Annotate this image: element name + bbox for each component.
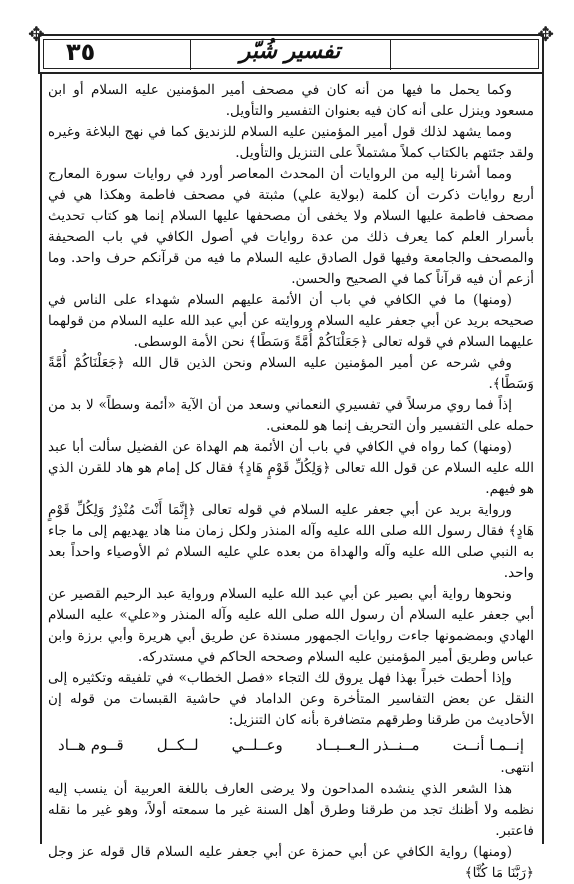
verse-segment: مــنــذر الـعــبــاد (315, 736, 420, 754)
corner-ornament-icon: ✥ (28, 22, 45, 46)
corner-ornament-icon: ✥ (537, 22, 554, 46)
paragraph: إذاً فما روي مرسلاً في تفسيري النعماني وسعد من أن الآية «أئمة وسطاً» لا بد من حمله على التفسير وأن التحريف إنما هو للمعنى. (48, 397, 534, 434)
verse-segment: وعــلــي (231, 736, 283, 754)
paragraph: (ومنها) رواية الكافي عن أبي حمزة عن أبي جعفر عليه السلام قال قوله عز وجل ﴿رَبَّنَا مَا كُنَّا﴾ (48, 844, 534, 881)
paragraph: وكما يحمل ما فيها من أنه كان في مصحف أمير المؤمنين عليه السلام أو ابن مسعود وينزل على أنه كان فيه بعنوان التفسير والتأويل. (48, 82, 534, 119)
paragraph: وإذا أحطت خبراً بهذا فهل يروق لك التجاء «فصل الخطاب» في تلفيقه وتكثيره إلى النقل عن بعض التفاسير المتأخرة وعن الداماد في حاشية القبسات من قوله إن الأحاديث من طرقنا وطرقهم متضافرة بأنه كان التنزيل: (48, 670, 534, 728)
paragraph: ومما أشرنا إليه من الروايات أن المحدث المعاصر أورد في روايات سورة المعارج أربع روايات ذكرت أن كلمة (بولاية علي) مثبتة في مصحف فاطمة وهكذا هي في مصحف فاطمة عليها السلام ولا يخفى أن مصحفها عليها السلام إنما هو كتاب تحديث بأسرار العلم كما يعرف ذلك من عدة روايات في أصول الكافي في باب الصحيفة والمصحف والجامعة وفيها قول الصادق عليه السلام ما فيه من قرآنكم حرف واحد. وما أزعم أن فيه قرآناً كما في الصحيح والحسن. (48, 166, 534, 287)
paragraph: وفي شرحه عن أمير المؤمنين عليه السلام ونحن الذين قال الله ﴿جَعَلْنَاكُمْ أُمَّةً وَسَطًا﴾. (48, 355, 534, 392)
paragraph: ونحوها رواية أبي بصير عن أبي عبد الله عليه السلام ورواية عبد الرحيم القصير عن أبي جعفر عليه السلام أن رسول الله صلى الله عليه وآله المنذر و«علي» عليه السلام الهادي وبمضمونها جاءت روايات الجمهور مسندة عن طريق أبي هريرة وأبي برزة وابن عباس وطريق أمير المؤمنين عليه السلام وصححه الحاكم في مستدركه. (48, 586, 534, 665)
paragraph: ومما يشهد لذلك قول أمير المؤمنين عليه السلام للزنديق كما في نهج البلاغة وغيره ولقد جئتهم بالكتاب كملاً مشتملاً على التنزيل والتأويل. (48, 124, 534, 161)
running-title: تفسير شُبّر (239, 38, 341, 64)
paragraph: (ومنها) ما في الكافي في باب أن الأئمة عليهم السلام شهداء على الناس في صحيحه بريد عن أبي جعفر عليه السلام وروايته عن أبي عبد الله عليه السلام من قولهما عليهما السلام في قوله تعالى ﴿جَعَلْنَاكُمْ أُمَّةً وَسَطًا﴾ نحن الأمة الوسطى. (48, 292, 534, 350)
left-border (40, 74, 42, 844)
verse-segment: لــكــل (156, 736, 199, 754)
paragraph: هذا الشعر الذي ينشده المداحون ولا يرضى العارف باللغة العربية أن ينسب إليه نظمه ولا أظنك تجد من طرقنا وطرق أهل السنة غير ما سمعته أولاً، وهو غير ما نقله فاعتبر. (48, 781, 534, 839)
page-number: ٣٥ (66, 38, 96, 66)
paragraph: انتهى. (500, 760, 534, 776)
verse-segment: قــوم هــاد (58, 736, 124, 754)
poem-verse (48, 735, 534, 756)
verse-segment: إنــمـا أنــت (452, 736, 524, 754)
paragraph: (ومنها) كما رواه في الكافي في باب أن الأئمة هم الهداة عن الفضيل سألت أبا عبد الله عليه السلام عن قول الله تعالى ﴿وَلِكُلِّ قَوْمٍ هَادٍ﴾ فقال كل إمام هو هاد للقرن الذي هو فيهم. (48, 439, 534, 497)
right-border (542, 74, 544, 844)
paragraph: ورواية بريد عن أبي جعفر عليه السلام في قوله تعالى ﴿إِنَّمَا أَنْتَ مُنْذِرٌ وَلِكُلِّ قَوْمٍ هَادٍ﴾ فقال رسول الله صلى الله عليه وآله المنذر ولكل زمان منا هاد يهديهم إلى ما جاء به النبي صلى الله عليه وآله والهداة من بعده علي عليه السلام ثم الأوصياء واحداً بعد واحد. (48, 502, 534, 581)
page-body (48, 80, 534, 884)
